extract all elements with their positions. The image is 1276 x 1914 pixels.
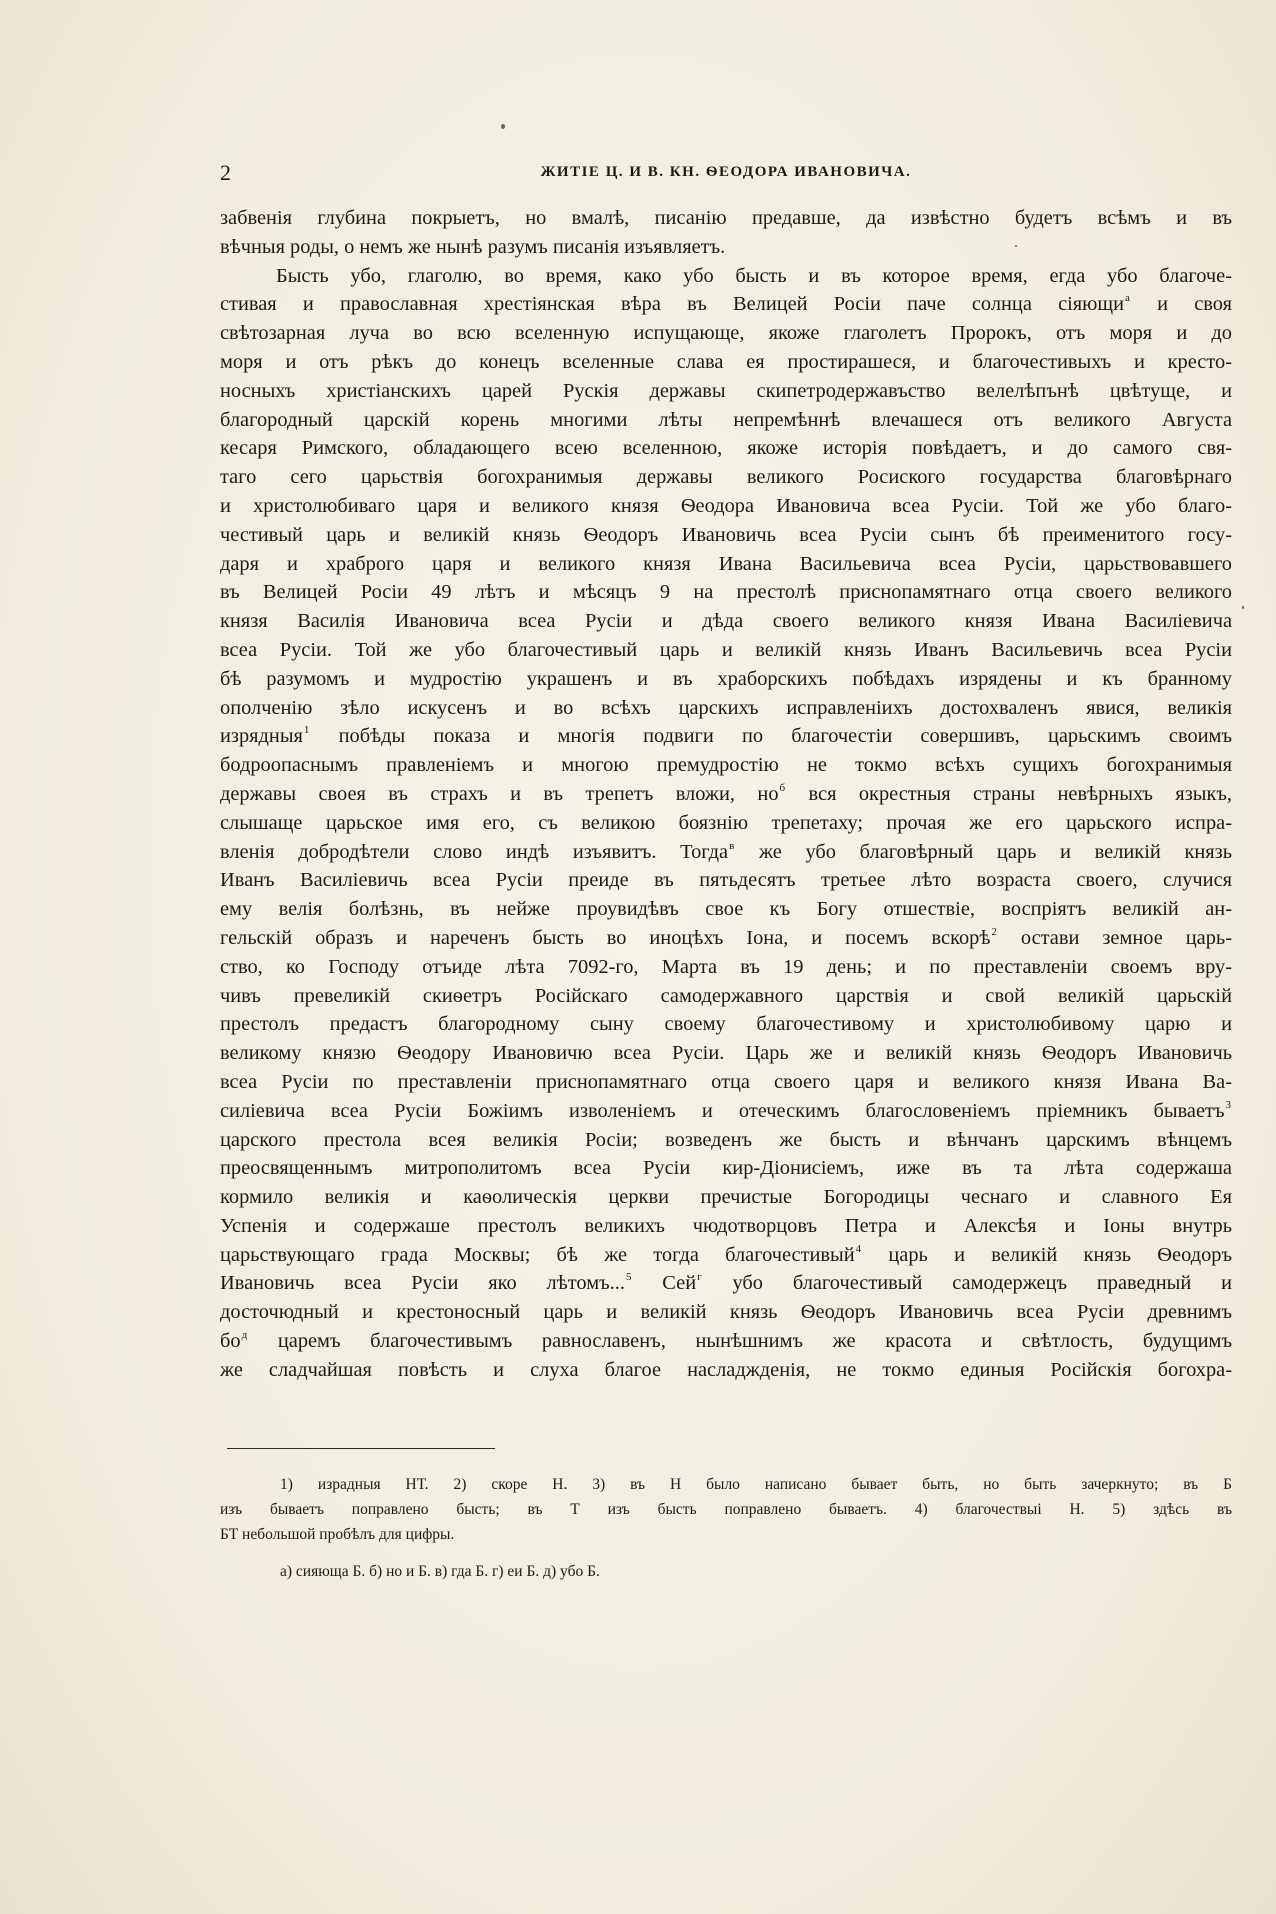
text-fragment: же сладчайшая повѣсть и слуха благое насладжденія, не токмо единыя Російскія богохра-: [220, 1358, 1232, 1381]
text-fragment: преосвященнымъ митрополитомъ всеа Русіи кир-Діонисіемъ, иже въ та лѣта содержаша: [220, 1157, 1232, 1180]
text-line: [220, 578, 1232, 607]
text-line: [220, 751, 1232, 780]
text-fragment: носныхъ христіанскихъ царей Рускія державы скипетродержавъство велелѣпънѣ цвѣтуще, и: [220, 379, 1232, 402]
text-fragment: гельскій образъ и нареченъ бысть во иноцѣхъ Іона, и посемъ вскорѣ: [220, 926, 991, 949]
text-fragment: бо: [220, 1330, 241, 1353]
footnote-marker: 5: [625, 1271, 632, 1284]
footnote-line: БТ небольшой пробѣлъ для цифры.: [220, 1526, 455, 1543]
text-fragment: досточюдный и крестоносный царь и великій князь Ѳеодоръ Ивановичь всеа Русіи древнимъ: [220, 1301, 1232, 1324]
footnote-marker: 4: [855, 1242, 862, 1255]
text-fragment: великому князю Ѳеодору Ивановичю всеа Русіи. Царь же и великій князь Ѳеодоръ Ивановичь: [220, 1042, 1232, 1065]
text-line: [220, 492, 1232, 521]
text-fragment: Ивановичь всеа Русіи яко лѣтомъ...: [220, 1272, 625, 1295]
text-line: [220, 262, 1232, 291]
text-fragment: остави земное царь-: [997, 926, 1232, 949]
text-fragment: честивый царь и великій князь Ѳеодоръ Ивановичь всеа Русіи сынъ бѣ преименитого госу-: [220, 523, 1232, 546]
text-line: [220, 1212, 1232, 1241]
text-line: [220, 348, 1232, 377]
text-line: [220, 463, 1232, 492]
footnote-marker: в: [729, 839, 735, 852]
text-line: [220, 838, 1232, 867]
text-line: [220, 1269, 1232, 1298]
text-fragment: кесаря Римского, обладающего всею вселенною, якоже исторія повѣдаетъ, и до самого свя-: [220, 437, 1232, 460]
text-fragment: побѣды показа и многія подвиги по благочестіи совершивъ, царьскимъ своимъ: [310, 725, 1232, 748]
text-fragment: царемъ благочестивымъ равнославенъ, нынѣшнимъ же красота и свѣтлость, будущимъ: [248, 1330, 1232, 1353]
text-line: [220, 924, 1232, 953]
text-fragment: князя Василія Ивановича всеа Русіи и дѣда своего великого князя Ивана Василіевича: [220, 610, 1232, 633]
text-line: [220, 780, 1232, 809]
text-fragment: Успенія и содержаше престолъ великихъ чюдотворцовъ Петра и Алексѣя и Іоны внутрь: [220, 1214, 1232, 1237]
text-fragment: Сей: [632, 1272, 697, 1295]
text-fragment: кормило великія и каѳолическія церкви пречистые Богородицы чеснаго и славного Ея: [220, 1186, 1232, 1209]
text-line: [220, 982, 1232, 1011]
text-line: [220, 665, 1232, 694]
text-fragment: царьствующаго града Москвы; бѣ же тогда благочестивый: [220, 1243, 855, 1266]
text-line: [220, 1010, 1232, 1039]
text-fragment: моря и отъ рѣкъ до конецъ вселенные слава ея простирашеся, и благочестивыхъ и кресто-: [220, 350, 1232, 373]
text-fragment: даря и храброго царя и великого князя Ивана Васильевича всеа Русіи, царьствовавшего: [220, 552, 1232, 575]
text-fragment: Иванъ Василіевичь всеа Русіи преиде въ пятьдесятъ третьее лѣто возраста своего, случися: [220, 869, 1232, 892]
text-fragment: царь и великій князь Ѳеодоръ: [862, 1243, 1233, 1266]
text-fragment: убо благочестивый самодержецъ праведный и: [702, 1272, 1232, 1295]
text-line: [220, 809, 1232, 838]
text-fragment: державы своея въ страхъ и въ трепетъ вложи, но: [220, 782, 779, 805]
text-line: [220, 550, 1232, 579]
text-fragment: слышаще царьское имя его, съ великою боязнію трепетаху; прочая же его царьского испра-: [220, 811, 1232, 834]
paper-speck: [1015, 245, 1017, 247]
text-fragment: забвенія глубина покрыетъ, но вмалѣ, писанію предавше, да извѣстно будетъ всѣмъ и въ: [220, 207, 1232, 229]
text-fragment: ополченію зѣло искусенъ и во всѣхъ царскихъ исправленіихъ достохваленъ явися, великія: [220, 696, 1232, 719]
text-line: [220, 953, 1232, 982]
text-line: [220, 1183, 1232, 1212]
paper-speck: [501, 124, 505, 129]
text-line: [220, 434, 1232, 463]
text-fragment: престолъ предастъ благородному сыну своему благочестивому и христолюбивому царю и: [220, 1013, 1232, 1036]
text-fragment: Бысть убо, глаголю, во время, како убо бысть и въ которое время, егда убо благоче-: [276, 264, 1232, 287]
text-fragment: свѣтозарная луча во всю вселенную испущающе, якоже глаголетъ Пророкъ, отъ моря и до: [220, 322, 1232, 345]
text-line: [220, 607, 1232, 636]
footnote-rule: [227, 1448, 495, 1449]
text-fragment: таго сего царьствія богохранимыя державы великого Росиского государства благовѣрнаго: [220, 466, 1232, 489]
footnote-marker: а: [1125, 292, 1130, 305]
text-fragment: стивая и православная хрестіянская вѣра въ Велицей Росіи паче солнца сіяющи: [220, 293, 1125, 316]
text-fragment: вся окрестныя страны невѣрныхъ языкъ,: [786, 782, 1232, 805]
footnote-line: изъ бываетъ поправлено бысть; въ Т изъ бысть поправлено бываетъ. 4) благочествыі Н. 5) здѣсь въ: [220, 1501, 1232, 1518]
text-fragment: силіевича всеа Русіи Божіимъ изволеніемъ и отеческимъ благословеніемъ пріемникъ бываетъ: [220, 1099, 1225, 1122]
text-fragment: вѣчныя роды, о немъ же нынѣ разумъ писанія изъявляетъ.: [220, 235, 726, 258]
page-header: [220, 160, 1232, 190]
text-fragment: благородный царскій корень многими лѣты непремѣннѣ влечашеся отъ великого Августа: [220, 408, 1232, 431]
text-line: [220, 521, 1232, 550]
footnote-line: 1) израдныя НТ. 2) скоре Н. 3) въ Н было написано бывает быть, но быть зачеркнуто; въ Б: [280, 1476, 1232, 1493]
text-line: [220, 1356, 1232, 1385]
text-fragment: чивъ превеликій скиѳетръ Російскаго самодержавного царствія и свой великій царьскій: [220, 984, 1232, 1007]
text-line: [220, 694, 1232, 723]
text-line: [220, 1154, 1232, 1183]
text-line: [220, 866, 1232, 895]
text-fragment: ство, ко Господу отъиде лѣта 7092-го, Марта въ 19 день; и по преставленіи своемъ вру-: [220, 955, 1232, 978]
footnote-marker: д: [241, 1329, 248, 1342]
text-fragment: царского престола всея великія Росіи; возведенъ же бысть и вѣнчанъ царскимъ вѣнцемъ: [220, 1128, 1232, 1151]
text-line: [220, 1327, 1232, 1356]
paper-speck: [1242, 606, 1244, 609]
text-fragment: бодроопаснымъ правленіемъ и многою премудростію не токмо всѣхъ сущихъ богохранимыя: [220, 754, 1232, 777]
footnote-marker: б: [779, 781, 786, 794]
text-line: [220, 406, 1232, 435]
text-fragment: въ Велицей Росіи 49 лѣтъ и мѣсяцъ 9 на престолѣ приснопамятнаго отца своего великого: [220, 581, 1232, 604]
text-line: [220, 1126, 1232, 1155]
variant-readings: а) сияюща Б. б) но и Б. в) гда Б. г) еи Б. д) убо Б.: [280, 1563, 600, 1580]
text-fragment: вленія добродѣтели слово индѣ изъявитъ. Тогда: [220, 840, 729, 863]
text-line: [220, 722, 1232, 751]
text-fragment: всеа Русіи. Той же убо благочестивый царь и великій князь Иванъ Васильевичь всеа Русіи: [220, 638, 1232, 661]
text-fragment: всеа Русіи по преставленіи приснопамятнаго отца своего царя и великого князя Ивана Ва-: [220, 1070, 1232, 1093]
text-line: [220, 1241, 1232, 1270]
running-title: ЖИТІЕ Ц. И В. КН. ѲЕОДОРА ИВАНОВИЧА.: [540, 164, 912, 180]
footnotes: [220, 1472, 1232, 1547]
text-fragment: же убо благовѣрный царь и великій князь: [735, 840, 1232, 863]
text-fragment: бѣ разумомъ и мудростію украшенъ и въ храборскихъ побѣдахъ изрядены и къ бранному: [220, 667, 1232, 690]
text-line: [220, 204, 1232, 233]
text-line: [220, 377, 1232, 406]
text-line: [220, 1068, 1232, 1097]
text-fragment: и христолюбиваго царя и великого князя Ѳеодора Ивановича всеа Русіи. Той же убо благо-: [220, 494, 1232, 517]
footnote-marker: 3: [1225, 1098, 1231, 1111]
text-fragment: и своя: [1130, 293, 1232, 316]
text-line: [220, 1039, 1232, 1068]
text-line: [220, 1298, 1232, 1327]
text-fragment: изрядныя: [220, 725, 303, 748]
page-number: 2: [220, 160, 231, 185]
text-fragment: ему велія болѣзнь, въ нейже проувидѣвъ свое къ Богу отшествіе, воспріятъ великій ан-: [220, 898, 1232, 921]
text-line: [220, 319, 1232, 348]
text-line: [220, 895, 1232, 924]
text-line: [220, 636, 1232, 665]
text-line: [220, 1097, 1232, 1126]
text-line: [220, 233, 1232, 262]
footnote-marker: 2: [991, 925, 997, 938]
footnote-marker: г: [697, 1271, 702, 1284]
text-line: [220, 290, 1232, 319]
footnote-marker: 1: [303, 724, 310, 737]
main-text: [220, 204, 1232, 1385]
